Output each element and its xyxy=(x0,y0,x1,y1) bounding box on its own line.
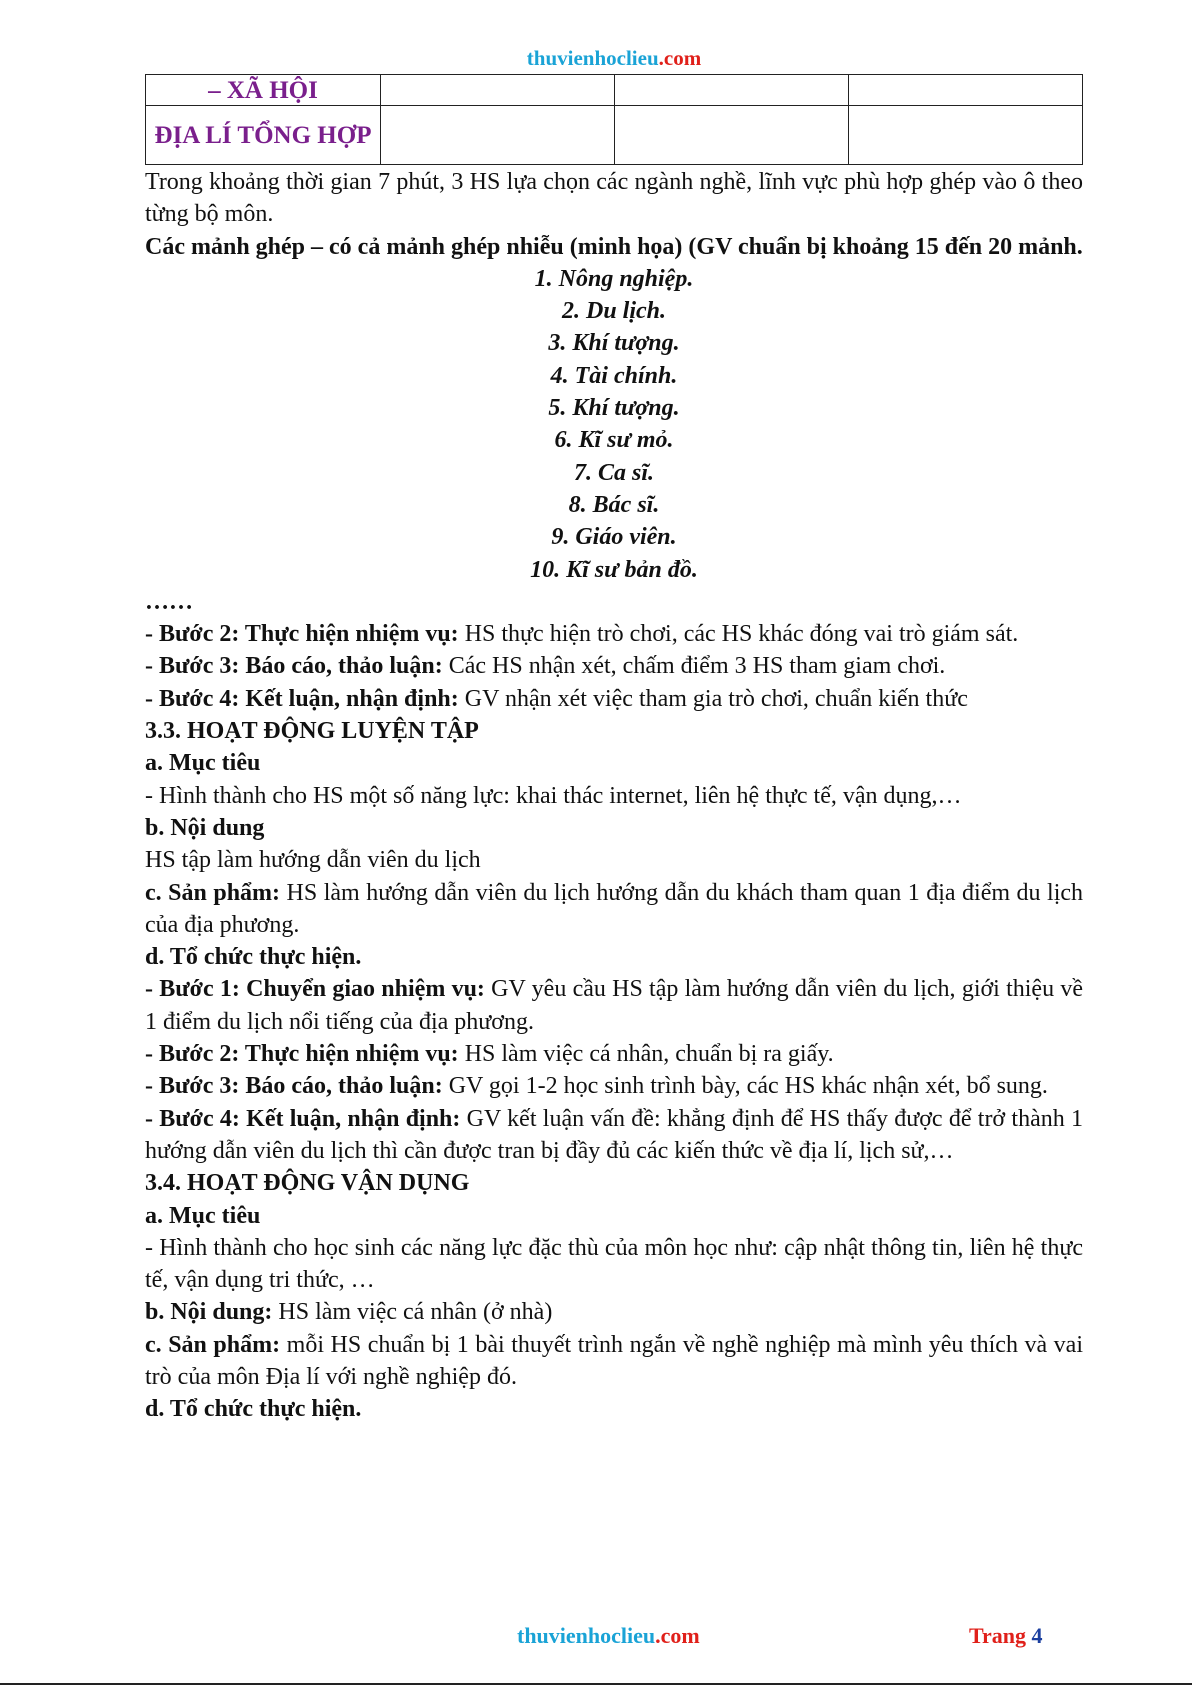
pieces-list xyxy=(145,263,1083,586)
empty-cell xyxy=(381,106,615,165)
list-item: 5. Khí tượng. xyxy=(548,395,680,422)
s33-step-4: - Bước 4: Kết luận, nhận định: GV kết luận vấn đề: khẳng định để HS thấy được để trở thành 1 hướng dẫn viên du lịch thì cần được tran bị đầy đủ các kiến thức về địa lí, lịch sử,… xyxy=(145,1105,1083,1164)
empty-cell xyxy=(615,75,849,106)
s34-d-label: d. Tổ chức thực hiện. xyxy=(145,1396,362,1423)
page-number: Trang 4 xyxy=(969,1623,1043,1648)
section-3-3-title: 3.3. HOẠT ĐỘNG LUYỆN TẬP xyxy=(145,718,479,745)
s33-step-2: - Bước 2: Thực hiện nhiệm vụ: HS làm việc cá nhân, chuẩn bị ra giấy. xyxy=(145,1041,834,1068)
list-item: 10. Kĩ sư bản đồ. xyxy=(530,556,698,583)
s33-a-text: - Hình thành cho HS một số năng lực: khai thác internet, liên hệ thực tế, vận dụng,… xyxy=(145,782,962,809)
s33-step-3: - Bước 3: Báo cáo, thảo luận: GV gọi 1-2 học sinh trình bày, các HS khác nhận xét, bổ sung. xyxy=(145,1073,1048,1100)
list-item: 9. Giáo viên. xyxy=(551,524,677,551)
step-3: - Bước 3: Báo cáo, thảo luận: Các HS nhận xét, chấm điểm 3 HS tham giam chơi. xyxy=(145,653,946,680)
pieces-heading: Các mảnh ghép – có cả mảnh ghép nhiễu (minh họa) (GV chuẩn bị khoảng 15 đến 20 mảnh. xyxy=(145,233,1083,260)
list-item: 4. Tài chính. xyxy=(550,362,678,389)
list-item: 3. Khí tượng. xyxy=(548,330,680,357)
list-item: 1. Nông nghiệp. xyxy=(534,265,694,292)
s34-a-text: - Hình thành cho học sinh các năng lực đặc thù của môn học như: cập nhật thông tin, liên hệ thực tế, vận dụng tri thức, … xyxy=(145,1234,1083,1294)
s33-c: c. Sản phẩm: HS làm hướng dẫn viên du lịch hướng dẫn du khách tham quan 1 địa điểm du lịch của địa phương. xyxy=(145,879,1084,938)
ellipsis: …… xyxy=(145,588,193,615)
s33-d-label: d. Tổ chức thực hiện. xyxy=(145,944,362,971)
header-site-name: thuvienhoclieu.com xyxy=(526,46,702,70)
footer-site-name: thuvienhoclieu.com xyxy=(517,1623,700,1648)
empty-cell xyxy=(849,106,1083,165)
step-2: - Bước 2: Thực hiện nhiệm vụ: HS thực hiện trò chơi, các HS khác đóng vai trò giám sát. xyxy=(145,621,1019,648)
subject-cell: ĐỊA LÍ TỔNG HỢP xyxy=(146,106,381,165)
empty-cell xyxy=(849,75,1083,106)
list-item: 8. Bác sĩ. xyxy=(568,491,660,518)
step-4: - Bước 4: Kết luận, nhận định: GV nhận xét việc tham gia trò chơi, chuẩn kiến thức xyxy=(145,685,968,712)
table-row xyxy=(146,106,1083,165)
subject-cell: – XÃ HỘI xyxy=(146,75,381,106)
s34-a-label: a. Mục tiêu xyxy=(145,1202,261,1229)
s33-step-1: - Bước 1: Chuyển giao nhiệm vụ: GV yêu cầu HS tập làm hướng dẫn viên du lịch, giới thiệu về 1 điểm du lịch nổi tiếng của địa phương. xyxy=(145,976,1083,1035)
list-item: 6. Kĩ sư mỏ. xyxy=(554,427,674,454)
list-item: 7. Ca sĩ. xyxy=(573,459,654,486)
empty-cell xyxy=(381,75,615,106)
subject-table xyxy=(145,74,1083,165)
s33-b-label: b. Nội dung xyxy=(145,814,265,841)
s34-c: c. Sản phẩm: mỗi HS chuẩn bị 1 bài thuyết trình ngắn về nghề nghiệp mà mình yêu thích và vai trò của môn Địa lí với nghề nghiệp đó. xyxy=(145,1331,1083,1390)
s33-b-text: HS tập làm hướng dẫn viên du lịch xyxy=(145,847,481,874)
section-3-4-title: 3.4. HOẠT ĐỘNG VẬN DỤNG xyxy=(145,1170,470,1197)
document-body xyxy=(145,166,1083,1426)
s34-b: b. Nội dung: HS làm việc cá nhân (ở nhà) xyxy=(145,1299,553,1326)
s33-a-label: a. Mục tiêu xyxy=(145,750,261,777)
table-row xyxy=(146,75,1083,106)
list-item: 2. Du lịch. xyxy=(561,298,666,325)
intro-paragraph: Trong khoảng thời gian 7 phút, 3 HS lựa chọn các ngành nghề, lĩnh vực phù hợp ghép vào ô theo từng bộ môn. xyxy=(145,169,1083,228)
empty-cell xyxy=(615,106,849,165)
